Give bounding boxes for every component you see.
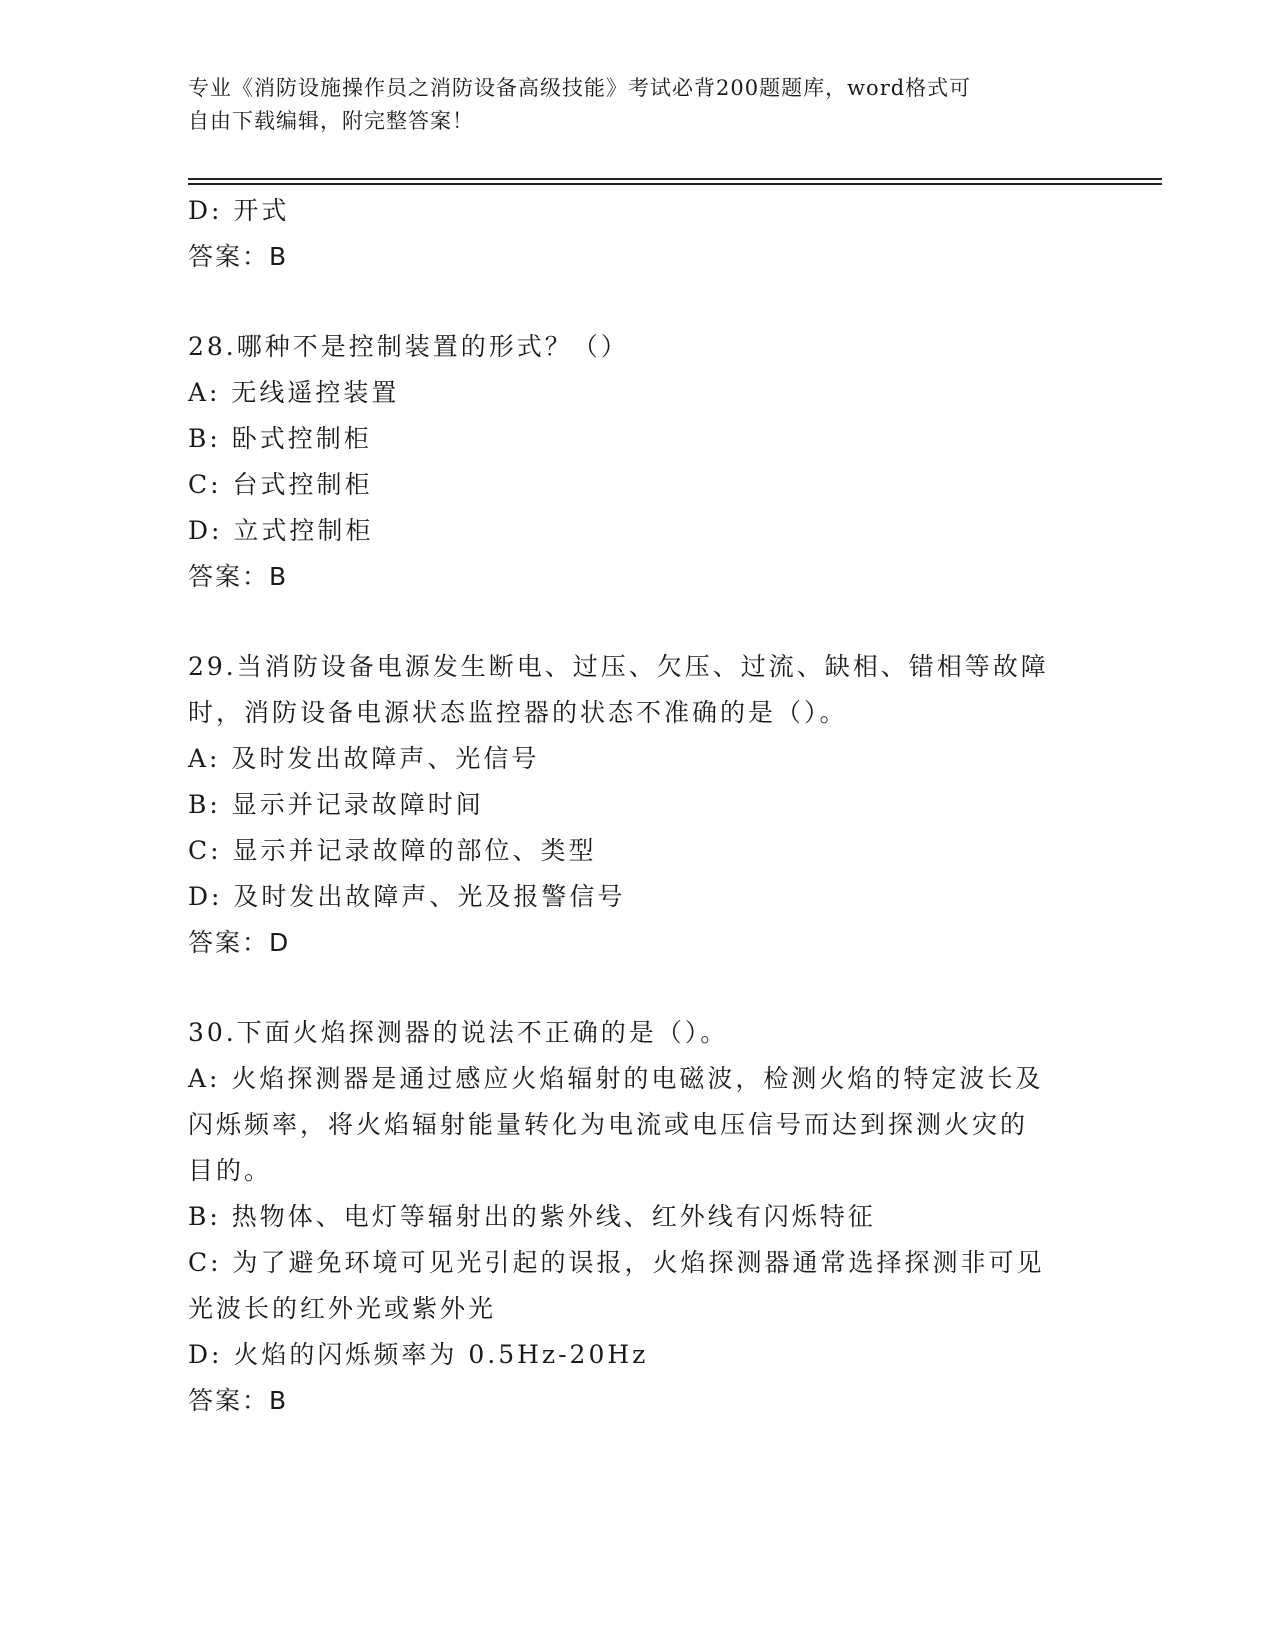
option-d: D: 立式控制柜 [188, 516, 374, 545]
question-28-stem: 28.哪种不是控制装置的形式？（） [188, 332, 629, 361]
header-line-1: 专业《消防设施操作员之消防设备高级技能》考试必背200题题库，word格式可 [188, 76, 972, 100]
answer-29: 答案：D [188, 928, 291, 957]
option-d: D: 及时发出故障声、光及报警信号 [188, 882, 626, 911]
option-d: D: 开式 [188, 196, 290, 225]
option-a: A: 及时发出故障声、光信号 [188, 744, 540, 773]
option-a: A: 无线遥控装置 [188, 378, 400, 407]
document-header [188, 72, 1068, 138]
document-body [188, 188, 1088, 1424]
question-30 [188, 1010, 1088, 1424]
option-a-line-3: 目的。 [188, 1156, 273, 1185]
header-rule-top [188, 178, 1162, 180]
question-27-tail [188, 188, 1088, 280]
answer-28: 答案：B [188, 562, 289, 591]
question-30-stem: 30.下面火焰探测器的说法不正确的是（）。 [188, 1018, 729, 1047]
option-c-line-2: 光波长的红外光或紫外光 [188, 1294, 497, 1323]
answer-30: 答案：B [188, 1386, 289, 1415]
option-a-line-1: A: 火焰探测器是通过感应火焰辐射的电磁波，检测火焰的特定波长及 [188, 1064, 1044, 1093]
header-line-2: 自由下载编辑，附完整答案！ [188, 109, 474, 133]
option-b: B: 卧式控制柜 [188, 424, 372, 453]
question-29-stem-line-1: 29.当消防设备电源发生断电、过压、欠压、过流、缺相、错相等故障 [188, 652, 1049, 681]
option-a-line-2: 闪烁频率，将火焰辐射能量转化为电流或电压信号而达到探测火灾的 [188, 1110, 1029, 1139]
question-29 [188, 644, 1088, 966]
option-c: C: 显示并记录故障的部位、类型 [188, 836, 597, 865]
question-28 [188, 324, 1088, 600]
option-c-line-1: C: 为了避免环境可见光引起的误报，火焰探测器通常选择探测非可见 [188, 1248, 1045, 1277]
answer-27: 答案：B [188, 242, 289, 271]
option-b: B: 显示并记录故障时间 [188, 790, 484, 819]
option-c: C: 台式控制柜 [188, 470, 373, 499]
question-29-stem-line-2: 时，消防设备电源状态监控器的状态不准确的是（）。 [188, 698, 848, 727]
option-b: B: 热物体、电灯等辐射出的紫外线、红外线有闪烁特征 [188, 1202, 876, 1231]
header-rule-bottom [188, 183, 1162, 185]
option-d: D: 火焰的闪烁频率为 0.5Hz-20Hz [188, 1340, 649, 1369]
